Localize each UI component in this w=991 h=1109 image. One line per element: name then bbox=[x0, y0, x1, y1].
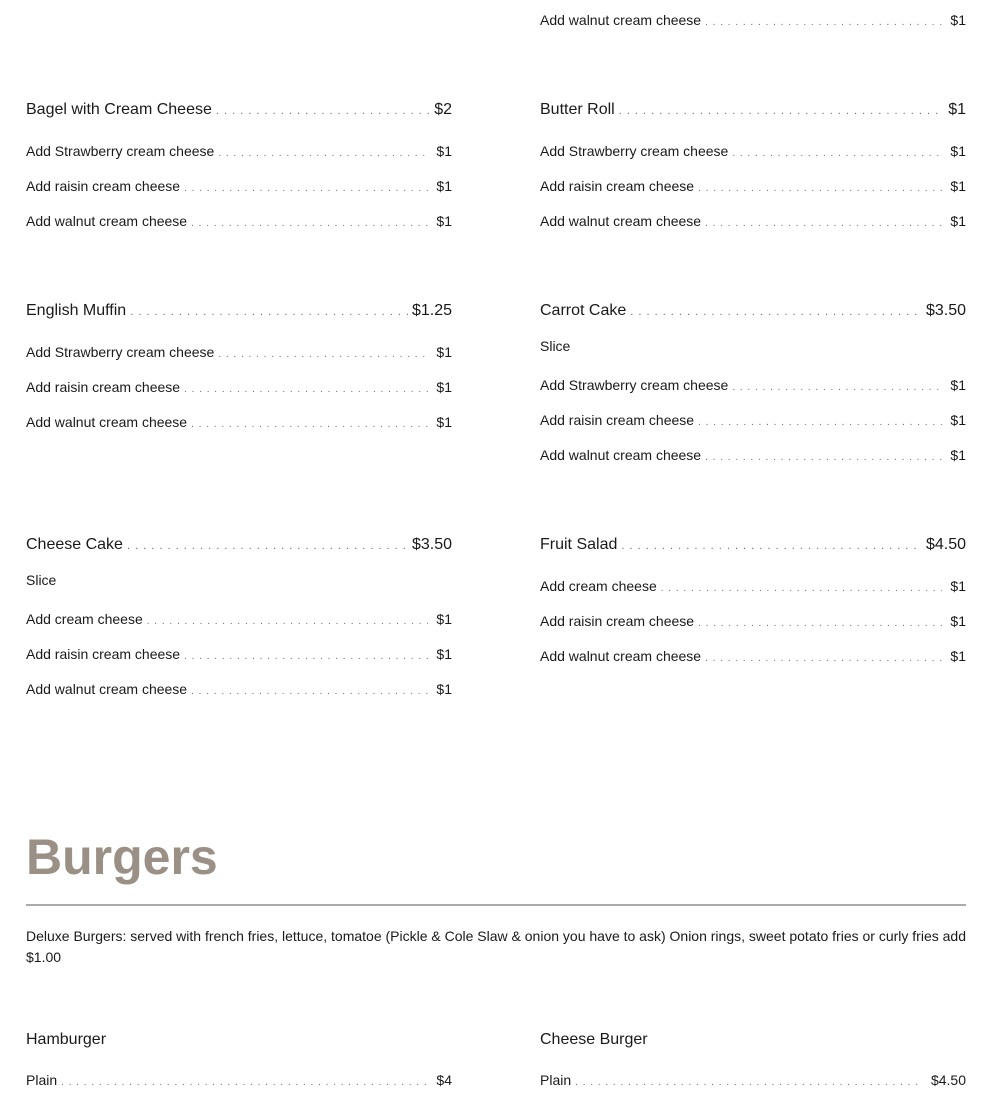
dot-leader bbox=[61, 1077, 428, 1088]
dot-leader bbox=[191, 686, 428, 697]
option-line bbox=[26, 1072, 452, 1090]
item-price: $1.25 bbox=[411, 302, 452, 319]
dot-leader bbox=[705, 17, 942, 28]
dot-leader bbox=[147, 616, 429, 627]
addon-line bbox=[540, 412, 966, 430]
menu-item-cheese-cake bbox=[26, 536, 452, 556]
addon-label: Add walnut cream cheese bbox=[540, 12, 702, 28]
addon-label: Add raisin cream cheese bbox=[26, 178, 181, 194]
addon-label: Add cream cheese bbox=[540, 578, 657, 594]
addon-line bbox=[540, 648, 966, 666]
option-label: Plain bbox=[540, 1072, 572, 1088]
dot-leader bbox=[732, 148, 942, 159]
addon-line bbox=[26, 646, 452, 664]
addon-price: $1 bbox=[950, 377, 966, 393]
dot-leader bbox=[218, 349, 428, 360]
addon-price: $1 bbox=[436, 414, 452, 430]
addon-price: $1 bbox=[950, 578, 966, 594]
addon-label: Add Strawberry cream cheese bbox=[26, 143, 215, 159]
addon-price: $1 bbox=[950, 648, 966, 664]
menu-item-carrot-cake bbox=[540, 302, 966, 322]
addon-label: Add raisin cream cheese bbox=[26, 646, 181, 662]
addon-price: $1 bbox=[950, 143, 966, 159]
addon-price: $1 bbox=[436, 611, 452, 627]
dot-leader bbox=[191, 218, 428, 229]
item-price: $3.50 bbox=[411, 536, 452, 553]
dot-leader bbox=[130, 306, 408, 318]
addon-line bbox=[26, 681, 452, 699]
addon-label: Add walnut cream cheese bbox=[540, 447, 702, 463]
menu-item-fruit-salad bbox=[540, 536, 966, 556]
addon-price: $1 bbox=[436, 178, 452, 194]
menu-item-butter-roll bbox=[540, 101, 966, 121]
menu-page bbox=[26, 0, 966, 1109]
addon-label: Add raisin cream cheese bbox=[540, 178, 695, 194]
dot-leader bbox=[705, 653, 942, 664]
addon-line bbox=[26, 414, 452, 432]
addon-label: Add raisin cream cheese bbox=[540, 412, 695, 428]
addon-label: Add walnut cream cheese bbox=[26, 414, 188, 430]
menu-item-bagel bbox=[26, 101, 452, 121]
addon-line bbox=[540, 213, 966, 231]
menu-item-english-muffin bbox=[26, 302, 452, 322]
addon-line bbox=[26, 178, 452, 196]
menu-item-cheese-burger: Cheese Burger bbox=[540, 1031, 648, 1048]
addon-label: Add cream cheese bbox=[26, 611, 143, 627]
item-name: English Muffin bbox=[26, 302, 127, 319]
section-description: Deluxe Burgers: served with french fries, lettuce, tomatoe (Pickle & Cole Slaw & onion you have to ask) Onion rings, sweet potato fries or curly fries add $1.00 bbox=[26, 928, 966, 965]
addon-price: $1 bbox=[436, 379, 452, 395]
addon-line bbox=[26, 143, 452, 161]
dot-leader bbox=[575, 1077, 923, 1088]
addon-label: Add walnut cream cheese bbox=[540, 648, 702, 664]
item-price: $4.50 bbox=[925, 536, 966, 553]
option-label: Plain bbox=[26, 1072, 58, 1088]
dot-leader bbox=[184, 651, 428, 662]
dot-leader bbox=[184, 384, 428, 395]
addon-line bbox=[540, 377, 966, 395]
dot-leader bbox=[216, 105, 430, 117]
addon-price: $1 bbox=[436, 646, 452, 662]
addon-line bbox=[540, 613, 966, 631]
section-divider bbox=[26, 904, 966, 906]
addon-line bbox=[540, 578, 966, 596]
dot-leader bbox=[698, 417, 942, 428]
addon-price: $1 bbox=[436, 143, 452, 159]
item-price: $3.50 bbox=[925, 302, 966, 319]
dot-leader bbox=[705, 218, 942, 229]
dot-leader bbox=[661, 583, 943, 594]
addon-line bbox=[540, 12, 966, 30]
item-price: $2 bbox=[434, 101, 452, 118]
addon-price: $1 bbox=[950, 12, 966, 28]
item-price: $1 bbox=[948, 101, 966, 118]
dot-leader bbox=[218, 148, 428, 159]
dot-leader bbox=[184, 183, 428, 194]
addon-price: $1 bbox=[436, 681, 452, 697]
addon-label: Add raisin cream cheese bbox=[540, 613, 695, 629]
addon-line bbox=[26, 379, 452, 397]
addon-label: Add Strawberry cream cheese bbox=[540, 143, 729, 159]
addon-label: Add walnut cream cheese bbox=[26, 681, 188, 697]
dot-leader bbox=[621, 540, 922, 552]
item-name: Cheese Cake bbox=[26, 536, 123, 553]
addon-price: $1 bbox=[950, 613, 966, 629]
addon-line bbox=[26, 344, 452, 362]
dot-leader bbox=[732, 382, 942, 393]
item-name: Bagel with Cream Cheese bbox=[26, 101, 212, 118]
dot-leader bbox=[698, 183, 942, 194]
addon-price: $1 bbox=[950, 213, 966, 229]
addon-label: Add walnut cream cheese bbox=[26, 213, 188, 229]
addon-line bbox=[540, 143, 966, 161]
item-note: Slice bbox=[540, 338, 571, 354]
addon-price: $1 bbox=[436, 344, 452, 360]
addon-label: Add Strawberry cream cheese bbox=[26, 344, 215, 360]
section-title-burgers: Burgers bbox=[26, 829, 218, 885]
item-name: Butter Roll bbox=[540, 101, 615, 118]
item-name: Carrot Cake bbox=[540, 302, 627, 319]
item-note: Slice bbox=[26, 572, 57, 588]
dot-leader bbox=[619, 105, 945, 117]
addon-price: $1 bbox=[950, 412, 966, 428]
addon-line bbox=[540, 447, 966, 465]
addon-label: Add walnut cream cheese bbox=[540, 213, 702, 229]
option-price: $4.50 bbox=[930, 1072, 966, 1088]
addon-label: Add raisin cream cheese bbox=[26, 379, 181, 395]
addon-price: $1 bbox=[436, 213, 452, 229]
dot-leader bbox=[705, 452, 942, 463]
dot-leader bbox=[127, 540, 408, 552]
addon-line bbox=[26, 611, 452, 629]
dot-leader bbox=[191, 419, 428, 430]
menu-item-hamburger: Hamburger bbox=[26, 1031, 107, 1048]
option-price: $4 bbox=[436, 1072, 452, 1088]
addon-price: $1 bbox=[950, 447, 966, 463]
addon-price: $1 bbox=[950, 178, 966, 194]
dot-leader bbox=[630, 306, 922, 318]
addon-line bbox=[26, 213, 452, 231]
addon-line bbox=[540, 178, 966, 196]
dot-leader bbox=[698, 618, 942, 629]
option-line bbox=[540, 1072, 966, 1090]
item-name: Fruit Salad bbox=[540, 536, 618, 553]
addon-label: Add Strawberry cream cheese bbox=[540, 377, 729, 393]
